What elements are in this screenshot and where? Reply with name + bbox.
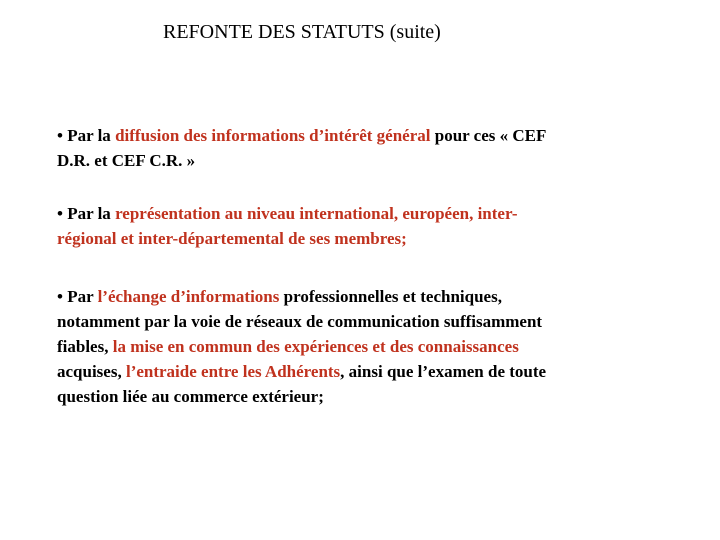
paragraph-echange	[57, 284, 657, 409]
paragraph-line	[57, 309, 657, 334]
paragraph-line	[57, 123, 657, 148]
text-segment: , ainsi que l’examen de toute	[340, 362, 547, 381]
highlighted-text: diffusion des informations d’intérêt général	[115, 126, 431, 145]
text-segment: • Par	[57, 287, 98, 306]
text-segment: question liée au commerce extérieur;	[57, 387, 324, 406]
text-segment: fiables,	[57, 337, 113, 356]
paragraph-line	[57, 148, 657, 173]
highlighted-text: régional et inter-départemental de ses membres;	[57, 229, 407, 248]
highlighted-text: représentation au niveau international, européen, inter-	[115, 204, 518, 223]
text-segment: pour ces « CEF	[430, 126, 547, 145]
text-segment: notamment par la voie de réseaux de communication suffisamment	[57, 312, 543, 331]
highlighted-text: l’échange d’informations	[97, 287, 280, 306]
paragraph-line	[57, 284, 657, 309]
slide-title: REFONTE DES STATUTS (suite)	[163, 21, 441, 43]
highlighted-text: l’entraide entre les Adhérents	[125, 362, 341, 381]
text-segment: • Par la	[57, 204, 116, 223]
paragraph-line	[57, 226, 657, 251]
highlighted-text: la mise en commun des expériences et des connaissances	[112, 337, 519, 356]
paragraph-representation	[57, 201, 657, 251]
paragraph-line	[57, 384, 657, 409]
text-segment: • Par la	[57, 126, 116, 145]
text-segment: professionnelles et techniques,	[279, 287, 502, 306]
paragraph-line	[57, 201, 657, 226]
paragraph-line	[57, 334, 657, 359]
paragraph-line	[57, 359, 657, 384]
paragraph-diffusion	[57, 123, 657, 173]
text-segment: acquises,	[57, 362, 126, 381]
text-segment: D.R. et CEF C.R. »	[57, 151, 196, 170]
